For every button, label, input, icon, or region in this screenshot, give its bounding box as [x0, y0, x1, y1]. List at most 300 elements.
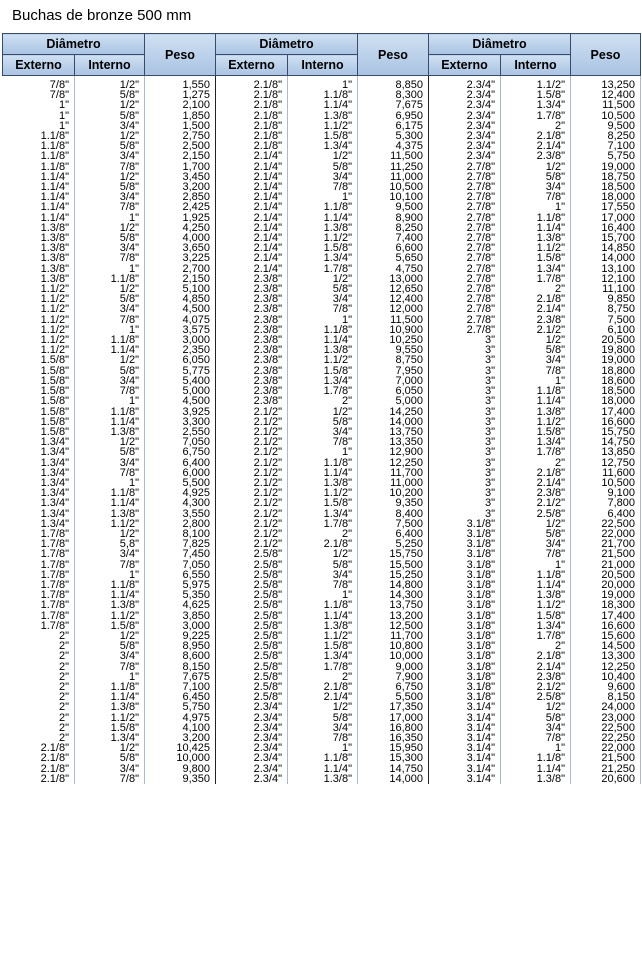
interno-cell: 1"	[288, 743, 358, 753]
peso-cell: 2,150	[145, 151, 216, 161]
interno-cell: 3/4"	[75, 243, 145, 253]
peso-cell: 2,425	[145, 202, 216, 212]
peso-cell: 6,000	[145, 468, 216, 478]
externo-cell: 1.7/8"	[3, 611, 75, 621]
interno-cell: 7/8"	[501, 549, 571, 559]
interno-cell: 1.3/8"	[75, 427, 145, 437]
externo-cell: 3.1/8"	[429, 580, 501, 590]
interno-cell: 1.1/4"	[75, 692, 145, 702]
externo-cell: 3.1/4"	[429, 702, 501, 712]
interno-cell: 1.1/8"	[75, 682, 145, 692]
interno-cell: 1/2"	[501, 519, 571, 529]
peso-cell: 9,500	[571, 121, 641, 131]
table-row	[3, 549, 641, 559]
peso-cell: 3,200	[145, 182, 216, 192]
page-title: Buchas de bronze 500 mm	[12, 7, 192, 24]
header-interno-3: Interno	[501, 55, 571, 76]
interno-cell: 1"	[288, 447, 358, 457]
peso-cell: 18,000	[571, 396, 641, 406]
externo-cell: 2.1/8"	[3, 743, 75, 753]
peso-cell: 2,700	[145, 264, 216, 274]
interno-cell: 1.5/8"	[288, 641, 358, 651]
table-row	[3, 151, 641, 161]
peso-cell: 1,500	[145, 121, 216, 131]
peso-cell: 7,050	[145, 437, 216, 447]
table-row	[3, 386, 641, 396]
peso-cell: 20,500	[571, 570, 641, 580]
peso-cell: 22,000	[571, 743, 641, 753]
externo-cell: 1.7/8"	[3, 549, 75, 559]
peso-cell: 22,250	[571, 733, 641, 743]
externo-cell: 1.1/2"	[3, 294, 75, 304]
table-row	[3, 202, 641, 212]
interno-cell: 1.1/8"	[288, 90, 358, 100]
externo-cell: 2.1/2"	[216, 509, 288, 519]
externo-cell: 2.7/8"	[429, 172, 501, 182]
interno-cell: 5/8"	[501, 529, 571, 539]
table-row	[3, 468, 641, 478]
interno-cell: 1"	[501, 560, 571, 570]
peso-cell: 8,250	[358, 223, 429, 233]
interno-cell: 1.3/8"	[501, 774, 571, 784]
externo-cell: 1.1/2"	[3, 335, 75, 345]
peso-cell: 3,450	[145, 172, 216, 182]
table-row	[3, 223, 641, 233]
peso-cell: 12,100	[571, 274, 641, 284]
peso-cell: 10,000	[145, 753, 216, 763]
peso-cell: 18,750	[571, 172, 641, 182]
interno-cell: 1.3/8"	[288, 111, 358, 121]
interno-cell: 1.3/4"	[501, 437, 571, 447]
peso-cell: 22,500	[571, 519, 641, 529]
externo-cell: 2.3/4"	[216, 733, 288, 743]
peso-cell: 5,750	[571, 151, 641, 161]
table-row	[3, 345, 641, 355]
externo-cell: 3.1/8"	[429, 662, 501, 672]
externo-cell: 1.1/4"	[3, 192, 75, 202]
externo-cell: 2.5/8"	[216, 631, 288, 641]
externo-cell: 2.1/8"	[3, 753, 75, 763]
externo-cell: 3.1/8"	[429, 529, 501, 539]
interno-cell: 1.1/4"	[288, 100, 358, 110]
table-row	[3, 590, 641, 600]
table-row	[3, 355, 641, 365]
interno-cell: 1.5/8"	[501, 90, 571, 100]
interno-cell: 1.5/8"	[288, 498, 358, 508]
interno-cell: 1/2"	[75, 100, 145, 110]
interno-cell: 2.1/4"	[501, 662, 571, 672]
externo-cell: 2.3/8"	[216, 294, 288, 304]
table-row	[3, 733, 641, 743]
interno-cell: 1.1/8"	[288, 325, 358, 335]
externo-cell: 1.7/8"	[3, 539, 75, 549]
externo-cell: 2.7/8"	[429, 233, 501, 243]
interno-cell: 1.7/8"	[288, 662, 358, 672]
interno-cell: 1.1/2"	[75, 519, 145, 529]
peso-cell: 4,000	[145, 233, 216, 243]
interno-cell: 1.1/4"	[288, 764, 358, 774]
externo-cell: 1.3/4"	[3, 447, 75, 457]
externo-cell: 7/8"	[3, 76, 75, 91]
interno-cell: 1/2"	[75, 131, 145, 141]
externo-cell: 3.1/8"	[429, 549, 501, 559]
peso-cell: 17,400	[571, 407, 641, 417]
externo-cell: 2.1/4"	[216, 223, 288, 233]
peso-cell: 22,000	[571, 529, 641, 539]
externo-cell: 3.1/4"	[429, 774, 501, 784]
interno-cell: 5/8"	[75, 233, 145, 243]
externo-cell: 1.5/8"	[3, 396, 75, 406]
peso-cell: 11,700	[358, 631, 429, 641]
interno-cell: 1.3/8"	[288, 223, 358, 233]
externo-cell: 2.5/8"	[216, 560, 288, 570]
interno-cell: 5/8"	[288, 162, 358, 172]
interno-cell: 1.7/8"	[501, 274, 571, 284]
header-externo-3: Externo	[429, 55, 501, 76]
peso-cell: 8,750	[358, 355, 429, 365]
peso-cell: 2,750	[145, 131, 216, 141]
interno-cell: 1.1/8"	[501, 386, 571, 396]
header-externo-1: Externo	[3, 55, 75, 76]
externo-cell: 2.1/2"	[216, 458, 288, 468]
interno-cell: 7/8"	[75, 386, 145, 396]
peso-cell: 10,800	[358, 641, 429, 651]
interno-cell: 3/4"	[288, 570, 358, 580]
externo-cell: 2.1/8"	[216, 131, 288, 141]
interno-cell: 3/4"	[75, 151, 145, 161]
table-body	[3, 76, 641, 785]
table-row	[3, 580, 641, 590]
peso-cell: 14,250	[358, 407, 429, 417]
externo-cell: 1.3/4"	[3, 488, 75, 498]
table-row	[3, 509, 641, 519]
externo-cell: 2.3/4"	[216, 723, 288, 733]
peso-cell: 4,500	[145, 304, 216, 314]
peso-cell: 7,900	[358, 672, 429, 682]
table-row	[3, 325, 641, 335]
externo-cell: 2.3/4"	[429, 121, 501, 131]
externo-cell: 3.1/8"	[429, 590, 501, 600]
peso-cell: 7,825	[145, 539, 216, 549]
peso-cell: 10,500	[571, 478, 641, 488]
table-row	[3, 743, 641, 753]
peso-cell: 6,750	[358, 682, 429, 692]
interno-cell: 1.7/8"	[288, 386, 358, 396]
table-row	[3, 121, 641, 131]
peso-cell: 4,850	[145, 294, 216, 304]
interno-cell: 1.1/2"	[288, 233, 358, 243]
table-row	[3, 427, 641, 437]
externo-cell: 3"	[429, 396, 501, 406]
interno-cell: 2.1/8"	[501, 131, 571, 141]
peso-cell: 4,300	[145, 498, 216, 508]
peso-cell: 17,350	[358, 702, 429, 712]
peso-cell: 17,400	[571, 611, 641, 621]
externo-cell: 2.3/8"	[216, 284, 288, 294]
peso-cell: 20,500	[571, 335, 641, 345]
interno-cell: 3/4"	[501, 723, 571, 733]
interno-cell: 2.1/8"	[288, 539, 358, 549]
interno-cell: 1.1/8"	[75, 274, 145, 284]
externo-cell: 3.1/4"	[429, 733, 501, 743]
interno-cell: 1/2"	[288, 407, 358, 417]
externo-cell: 1.1/8"	[3, 162, 75, 172]
peso-cell: 9,350	[358, 498, 429, 508]
peso-cell: 7,450	[145, 549, 216, 559]
peso-cell: 5,500	[358, 692, 429, 702]
peso-cell: 9,850	[571, 294, 641, 304]
table-row	[3, 692, 641, 702]
peso-cell: 10,100	[358, 192, 429, 202]
interno-cell: 1/2"	[75, 631, 145, 641]
externo-cell: 2.3/8"	[216, 325, 288, 335]
peso-cell: 14,750	[358, 764, 429, 774]
table-row	[3, 600, 641, 610]
externo-cell: 3.1/4"	[429, 713, 501, 723]
externo-cell: 2.1/4"	[216, 202, 288, 212]
peso-cell: 1,700	[145, 162, 216, 172]
interno-cell: 1.1/8"	[75, 407, 145, 417]
externo-cell: 2.5/8"	[216, 590, 288, 600]
interno-cell: 7/8"	[75, 468, 145, 478]
peso-cell: 5,100	[145, 284, 216, 294]
peso-cell: 4,375	[358, 141, 429, 151]
interno-cell: 1.1/2"	[288, 631, 358, 641]
externo-cell: 2.7/8"	[429, 243, 501, 253]
table-row	[3, 335, 641, 345]
interno-cell: 2.1/8"	[501, 651, 571, 661]
peso-cell: 8,850	[358, 76, 429, 91]
interno-cell: 1.3/4"	[288, 141, 358, 151]
interno-cell: 1"	[288, 76, 358, 91]
interno-cell: 1.3/8"	[501, 590, 571, 600]
interno-cell: 5,8"	[75, 539, 145, 549]
externo-cell: 2.7/8"	[429, 325, 501, 335]
externo-cell: 2.7/8"	[429, 284, 501, 294]
externo-cell: 2.3/8"	[216, 366, 288, 376]
externo-cell: 1.1/4"	[3, 182, 75, 192]
peso-cell: 11,250	[358, 162, 429, 172]
interno-cell: 1.1/2"	[501, 417, 571, 427]
interno-cell: 7/8"	[288, 437, 358, 447]
externo-cell: 3.1/4"	[429, 743, 501, 753]
peso-cell: 11,700	[358, 468, 429, 478]
table-row	[3, 631, 641, 641]
interno-cell: 1.5/8"	[501, 611, 571, 621]
externo-cell: 1.5/8"	[3, 386, 75, 396]
externo-cell: 2.3/4"	[429, 90, 501, 100]
interno-cell: 1"	[501, 743, 571, 753]
table-row	[3, 621, 641, 631]
interno-cell: 1"	[75, 213, 145, 223]
externo-cell: 2"	[3, 723, 75, 733]
table-row	[3, 417, 641, 427]
interno-cell: 2"	[288, 396, 358, 406]
peso-cell: 7,000	[358, 376, 429, 386]
interno-cell: 1.5/8"	[288, 131, 358, 141]
externo-cell: 3.1/8"	[429, 621, 501, 631]
externo-cell: 2"	[3, 692, 75, 702]
interno-cell: 1.3/4"	[288, 253, 358, 263]
interno-cell: 5/8"	[288, 713, 358, 723]
interno-cell: 7/8"	[75, 774, 145, 784]
externo-cell: 2.5/8"	[216, 651, 288, 661]
interno-cell: 2"	[501, 121, 571, 131]
table-row	[3, 366, 641, 376]
peso-cell: 14,000	[571, 253, 641, 263]
interno-cell: 1/2"	[75, 223, 145, 233]
peso-cell: 20,000	[571, 580, 641, 590]
interno-cell: 3/4"	[75, 651, 145, 661]
interno-cell: 1.1/8"	[75, 335, 145, 345]
externo-cell: 2.3/8"	[216, 376, 288, 386]
peso-cell: 14,800	[358, 580, 429, 590]
interno-cell: 1/2"	[288, 702, 358, 712]
externo-cell: 1.3/8"	[3, 253, 75, 263]
interno-cell: 1.7/8"	[501, 447, 571, 457]
peso-cell: 16,600	[571, 417, 641, 427]
interno-cell: 1.1/2"	[501, 243, 571, 253]
externo-cell: 1.7/8"	[3, 560, 75, 570]
interno-cell: 5/8"	[75, 366, 145, 376]
externo-cell: 1.3/8"	[3, 233, 75, 243]
peso-cell: 7,500	[358, 519, 429, 529]
externo-cell: 2.1/2"	[216, 529, 288, 539]
externo-cell: 2.3/4"	[216, 764, 288, 774]
table-row	[3, 304, 641, 314]
interno-cell: 7/8"	[75, 253, 145, 263]
table-row	[3, 498, 641, 508]
interno-cell: 1.3/8"	[288, 621, 358, 631]
interno-cell: 7/8"	[501, 733, 571, 743]
peso-cell: 13,750	[358, 427, 429, 437]
externo-cell: 1.3/4"	[3, 437, 75, 447]
peso-cell: 8,100	[145, 529, 216, 539]
externo-cell: 2.1/2"	[216, 437, 288, 447]
interno-cell: 1.1/8"	[501, 570, 571, 580]
interno-cell: 5/8"	[501, 345, 571, 355]
peso-cell: 6,950	[358, 111, 429, 121]
externo-cell: 2.7/8"	[429, 223, 501, 233]
peso-cell: 7,400	[358, 233, 429, 243]
peso-cell: 21,500	[571, 753, 641, 763]
peso-cell: 8,300	[358, 90, 429, 100]
peso-cell: 16,350	[358, 733, 429, 743]
externo-cell: 3"	[429, 447, 501, 457]
interno-cell: 1.1/2"	[501, 600, 571, 610]
table-row	[3, 76, 641, 91]
peso-cell: 10,900	[358, 325, 429, 335]
table-row	[3, 774, 641, 784]
table-row	[3, 294, 641, 304]
externo-cell: 1.3/8"	[3, 223, 75, 233]
table-row	[3, 437, 641, 447]
table-row	[3, 376, 641, 386]
peso-cell: 9,500	[358, 202, 429, 212]
peso-cell: 13,000	[358, 274, 429, 284]
peso-cell: 5,975	[145, 580, 216, 590]
externo-cell: 2.1/4"	[216, 192, 288, 202]
peso-cell: 10,500	[358, 182, 429, 192]
externo-cell: 1.5/8"	[3, 427, 75, 437]
interno-cell: 1/2"	[75, 355, 145, 365]
interno-cell: 3/4"	[288, 294, 358, 304]
externo-cell: 2.3/4"	[429, 131, 501, 141]
peso-cell: 12,400	[358, 294, 429, 304]
peso-cell: 21,700	[571, 539, 641, 549]
peso-cell: 19,000	[571, 590, 641, 600]
interno-cell: 1.1/8"	[75, 488, 145, 498]
externo-cell: 1.3/4"	[3, 478, 75, 488]
peso-cell: 7,500	[571, 315, 641, 325]
peso-cell: 14,850	[571, 243, 641, 253]
externo-cell: 2.5/8"	[216, 600, 288, 610]
peso-cell: 1,850	[145, 111, 216, 121]
interno-cell: 3/4"	[75, 192, 145, 202]
interno-cell: 1.1/4"	[288, 335, 358, 345]
peso-cell: 7,050	[145, 560, 216, 570]
peso-cell: 3,000	[145, 621, 216, 631]
externo-cell: 2.3/4"	[216, 774, 288, 784]
peso-cell: 18,300	[571, 600, 641, 610]
externo-cell: 3"	[429, 417, 501, 427]
interno-cell: 1.3/8"	[75, 509, 145, 519]
interno-cell: 2"	[501, 641, 571, 651]
interno-cell: 3/4"	[501, 355, 571, 365]
interno-cell: 1.7/8"	[288, 264, 358, 274]
interno-cell: 1.1/2"	[75, 713, 145, 723]
table-row	[3, 396, 641, 406]
peso-cell: 9,000	[358, 662, 429, 672]
externo-cell: 2.7/8"	[429, 213, 501, 223]
peso-cell: 6,750	[145, 447, 216, 457]
peso-cell: 2,350	[145, 345, 216, 355]
interno-cell: 1.5/8"	[288, 366, 358, 376]
peso-cell: 24,000	[571, 702, 641, 712]
peso-cell: 5,000	[145, 386, 216, 396]
peso-cell: 8,150	[571, 692, 641, 702]
table-row	[3, 111, 641, 121]
externo-cell: 3.1/4"	[429, 753, 501, 763]
peso-cell: 12,250	[358, 458, 429, 468]
externo-cell: 3.1/8"	[429, 570, 501, 580]
externo-cell: 2.3/8"	[216, 386, 288, 396]
externo-cell: 2"	[3, 733, 75, 743]
peso-cell: 18,500	[571, 182, 641, 192]
externo-cell: 3"	[429, 376, 501, 386]
table-row	[3, 213, 641, 223]
peso-cell: 5,250	[358, 539, 429, 549]
peso-cell: 7,100	[145, 682, 216, 692]
interno-cell: 2.1/4"	[501, 478, 571, 488]
interno-cell: 5/8"	[75, 641, 145, 651]
peso-cell: 21,250	[571, 764, 641, 774]
peso-cell: 2,850	[145, 192, 216, 202]
externo-cell: 3.1/8"	[429, 539, 501, 549]
interno-cell: 1"	[288, 192, 358, 202]
peso-cell: 12,400	[571, 90, 641, 100]
externo-cell: 3"	[429, 345, 501, 355]
table-row	[3, 723, 641, 733]
externo-cell: 1.1/2"	[3, 325, 75, 335]
interno-cell: 1.3/8"	[75, 702, 145, 712]
interno-cell: 1.5/8"	[75, 723, 145, 733]
externo-cell: 1.1/4"	[3, 172, 75, 182]
interno-cell: 1.1/8"	[501, 213, 571, 223]
externo-cell: 2.3/4"	[429, 76, 501, 91]
peso-cell: 2,550	[145, 427, 216, 437]
externo-cell: 1.7/8"	[3, 580, 75, 590]
